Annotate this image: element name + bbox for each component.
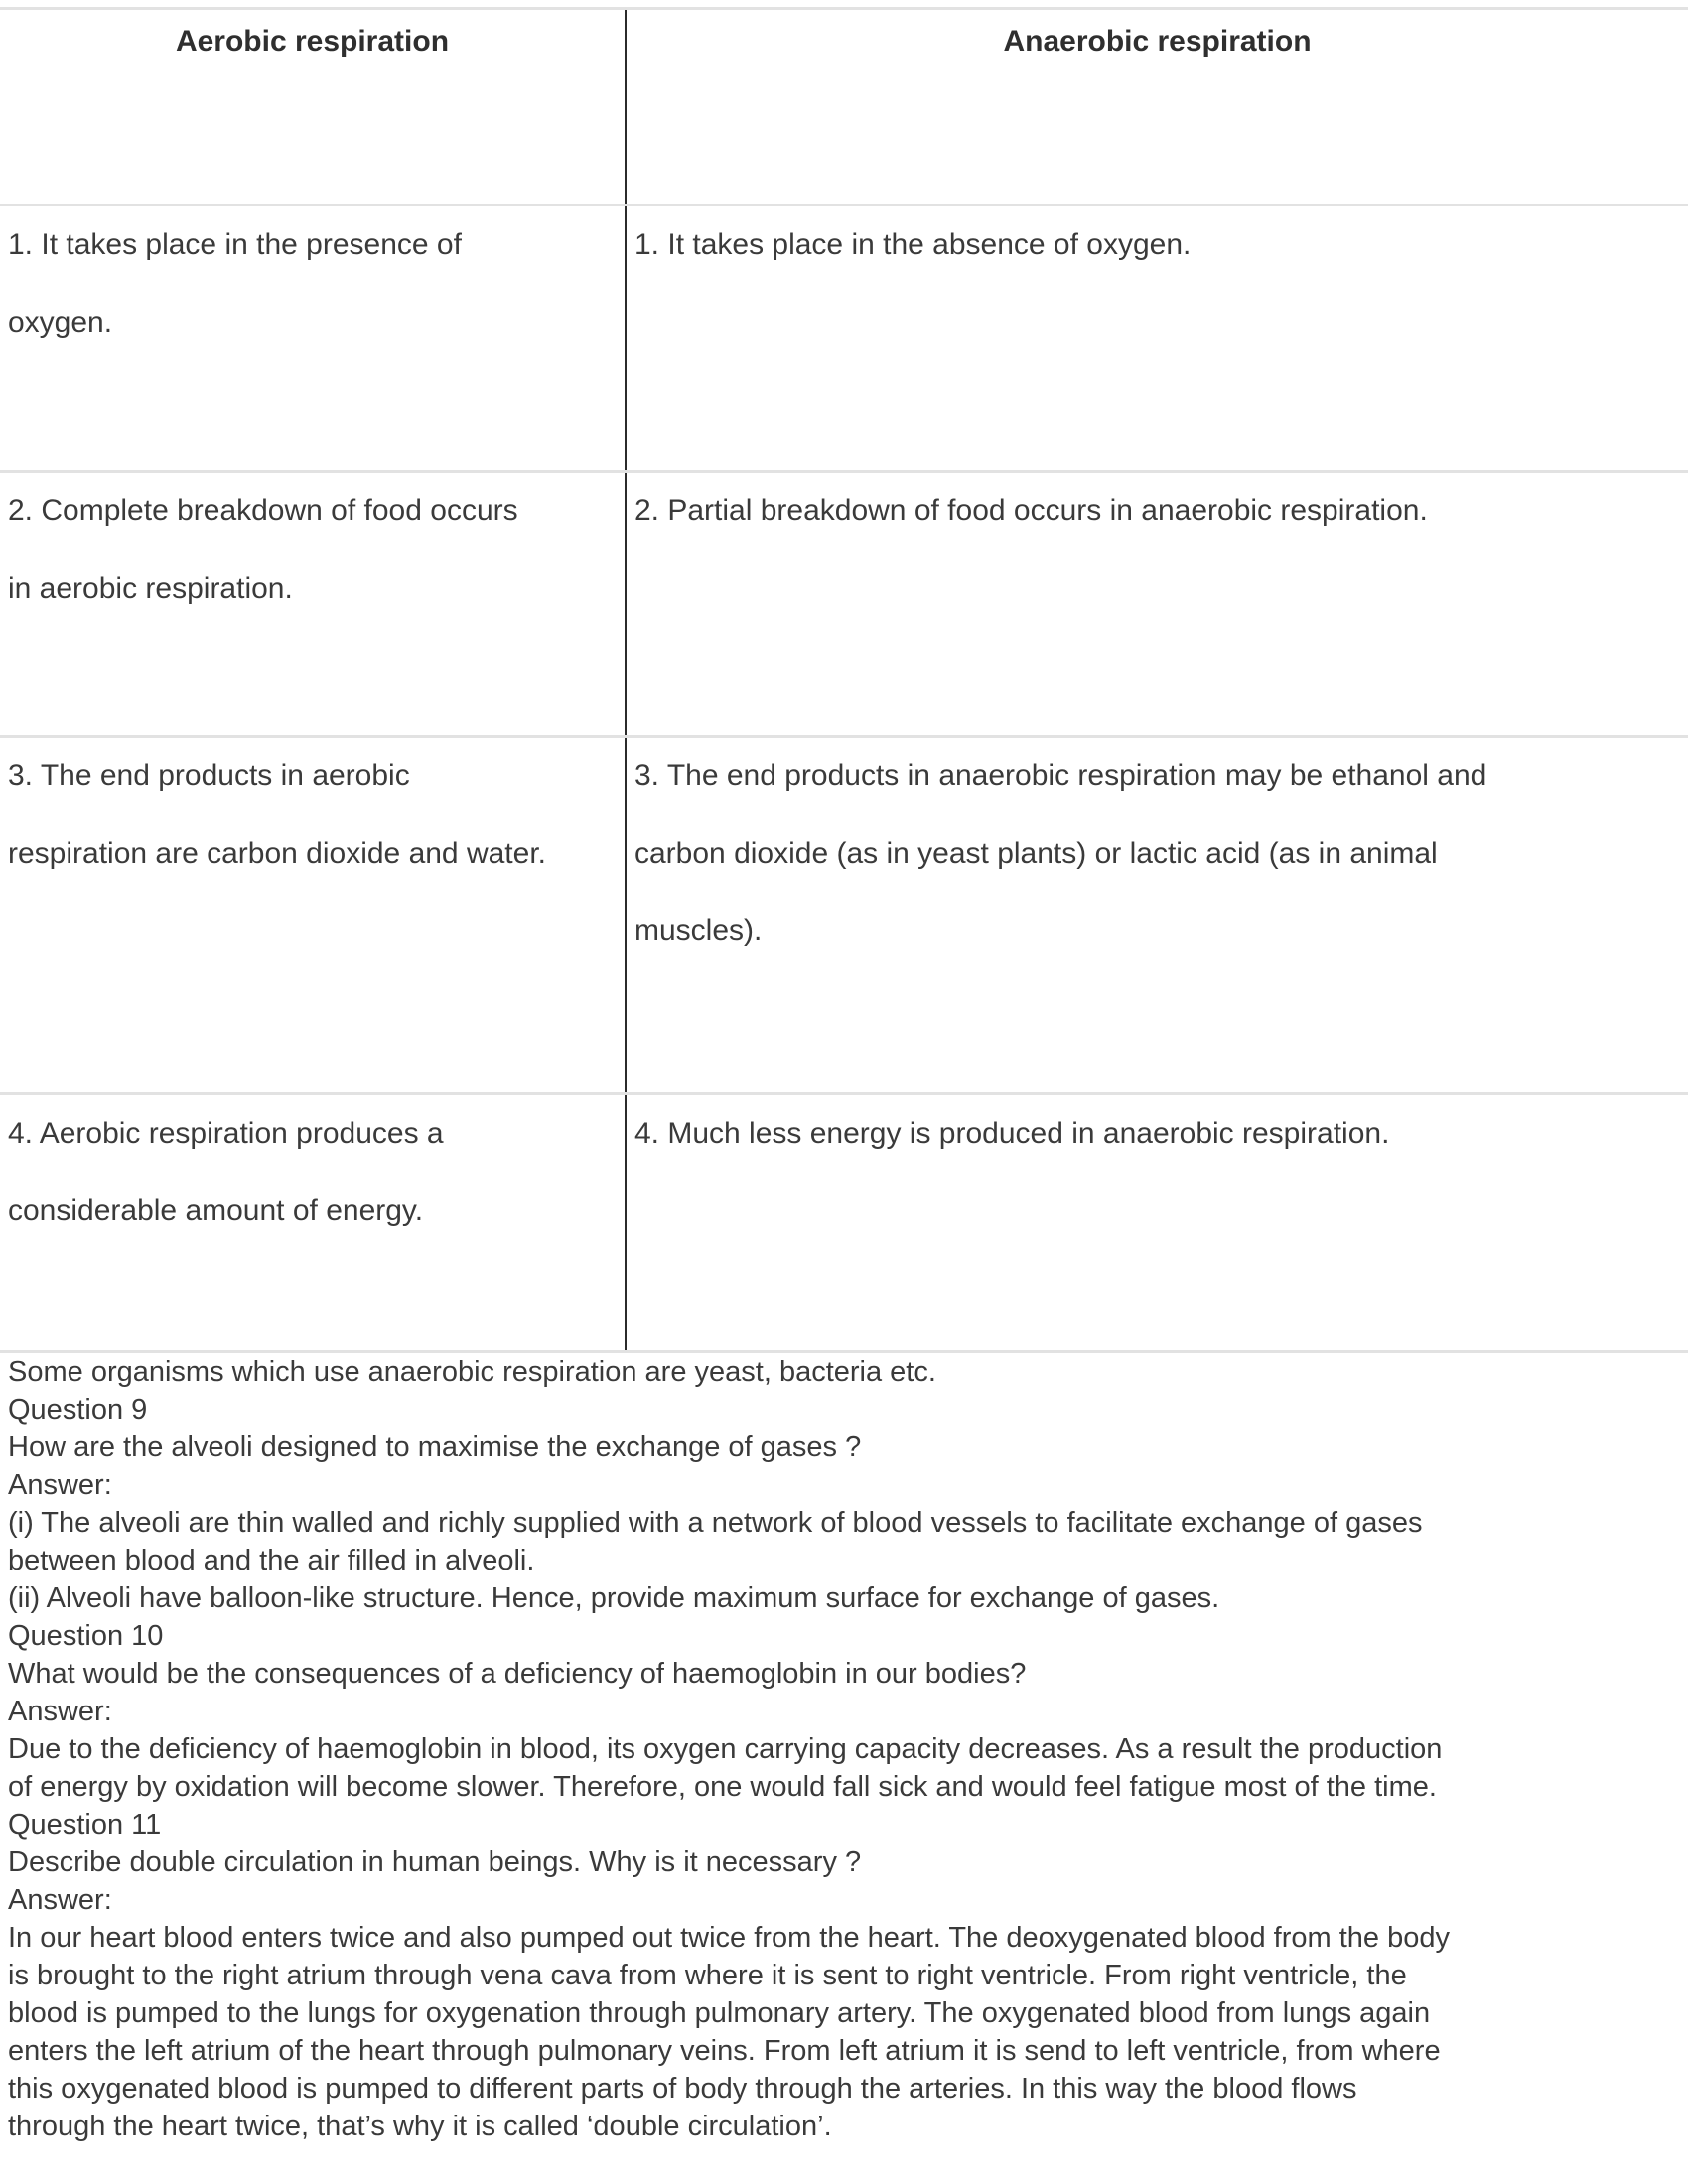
cell-line: considerable amount of energy. [8,1194,424,1227]
cell-line: 1. It takes place in the absence of oxygen. [634,228,1192,261]
text-line: of energy by oxidation will become slower. Therefore, one would fall sick and would feel fatigue most of the time. [8,1771,1437,1803]
text-line: (i) The alveoli are thin walled and richly supplied with a network of blood vessels to facilitate exchange of gases [8,1507,1423,1539]
table-header-row [0,9,1688,205]
text-line: Describe double circulation in human beings. Why is it necessary ? [8,1846,862,1878]
table-cell-aerobic-2 [0,472,626,737]
table-cell-aerobic-4 [0,1094,626,1352]
text-line: (ii) Alveoli have balloon-like structure. Hence, provide maximum surface for exchange of gases. [8,1582,1220,1614]
text-line: Answer: [8,1696,112,1727]
cell-line: oxygen. [8,306,113,339]
table-cell-anaerobic-4 [626,1094,1688,1352]
text-line: is brought to the right atrium through vena cava from where it is sent to right ventricle. From right ventricle, the [8,1960,1407,1991]
cell-line: carbon dioxide (as in yeast plants) or lactic acid (as in animal [634,837,1438,870]
text-line: Question 11 [8,1809,162,1841]
cell-line: respiration are carbon dioxide and water. [8,837,546,870]
cell-line: 2. Complete breakdown of food occurs [8,494,518,527]
text-line: How are the alveoli designed to maximise the exchange of gases ? [8,1432,862,1463]
table-cell-anaerobic-1 [626,205,1688,472]
table-row [0,472,1688,737]
text-line: Some organisms which use anaerobic respiration are yeast, bacteria etc. [8,1356,936,1388]
text-line: between blood and the air filled in alveoli. [8,1545,535,1576]
cell-line: 3. The end products in aerobic [8,759,410,792]
cell-line: 3. The end products in anaerobic respiration may be ethanol and [634,759,1487,792]
text-line: In our heart blood enters twice and also pumped out twice from the heart. The deoxygenated blood from the body [8,1922,1450,1954]
text-line: through the heart twice, that’s why it is called ‘double circulation’. [8,2111,832,2142]
cell-line: in aerobic respiration. [8,572,293,605]
table-cell-aerobic-1 [0,205,626,472]
text-line: blood is pumped to the lungs for oxygenation through pulmonary artery. The oxygenated blood from lungs again [8,1997,1431,2029]
text-line: Answer: [8,1884,112,1916]
table-row [0,205,1688,472]
table-cell-anaerobic-2 [626,472,1688,737]
cell-line: 2. Partial breakdown of food occurs in anaerobic respiration. [634,494,1428,527]
text-line: What would be the consequences of a deficiency of haemoglobin in our bodies? [8,1658,1027,1690]
table-row [0,1094,1688,1352]
text-line: Answer: [8,1469,112,1501]
table-header-anaerobic: Anaerobic respiration [626,9,1688,205]
text-line: Due to the deficiency of haemoglobin in blood, its oxygen carrying capacity decreases. As a result the production [8,1733,1443,1765]
cell-line: 4. Much less energy is produced in anaerobic respiration. [634,1117,1390,1150]
table-cell-aerobic-3 [0,737,626,1094]
qa-text-block [0,1353,1688,2145]
table-cell-anaerobic-3 [626,737,1688,1094]
text-line: enters the left atrium of the heart through pulmonary veins. From left atrium it is send to left ventricle, from where [8,2035,1441,2067]
table-header-aerobic: Aerobic respiration [175,25,450,58]
respiration-comparison-table [0,7,1688,1353]
cell-line: 1. It takes place in the presence of [8,228,462,261]
cell-line: 4. Aerobic respiration produces a [8,1117,444,1150]
text-line: Question 10 [8,1620,164,1652]
cell-line: muscles). [634,914,763,947]
text-line: this oxygenated blood is pumped to different parts of body through the arteries. In this way the blood flows [8,2073,1357,2105]
table-row [0,737,1688,1094]
text-line: Question 9 [8,1394,148,1426]
